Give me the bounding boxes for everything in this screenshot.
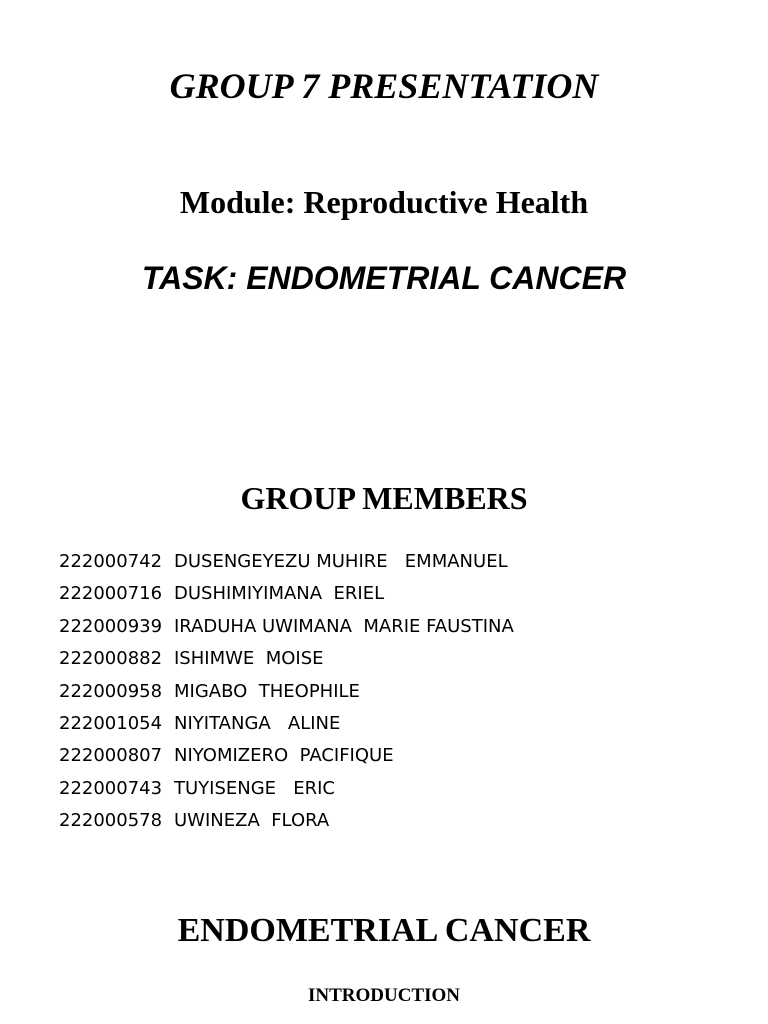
member-row [59,805,514,837]
member-id: 222000743 [59,777,163,799]
member-id: 222001054 [59,712,163,734]
member-name: UWINEZA FLORA [174,810,330,832]
module-heading: Module: Reproductive Health [179,184,589,220]
member-name: MIGABO THEOPHILE [174,680,360,702]
introduction-heading: INTRODUCTION [307,985,461,1006]
member-row [59,578,514,610]
group-members-list [59,546,514,838]
member-name: IRADUHA UWIMANA MARIE FAUSTINA [174,615,514,637]
member-name: TUYISENGE ERIC [174,777,335,799]
member-name: DUSHIMIYIMANA ERIEL [174,583,385,605]
member-id: 222000742 [59,551,163,572]
member-id: 222000716 [59,583,163,605]
member-id: 222000578 [59,810,163,832]
member-row [59,740,514,772]
member-row [59,546,514,578]
member-row [59,643,514,675]
member-name: NIYITANGA ALINE [174,712,341,734]
section-heading: ENDOMETRIAL CANCER [177,912,591,949]
member-row [59,611,514,643]
task-heading: TASK: ENDOMETRIAL CANCER [141,260,627,296]
group-members-heading: GROUP MEMBERS [240,480,528,516]
member-id: 222000807 [59,745,163,767]
member-row [59,708,514,740]
member-name: NIYOMIZERO PACIFIQUE [174,745,394,767]
member-row [59,773,514,805]
presentation-title: GROUP 7 PRESENTATION [169,66,599,106]
member-id: 222000939 [59,615,163,637]
member-name: ISHIMWE MOISE [174,648,324,670]
member-id: 222000958 [59,680,163,702]
member-id: 222000882 [59,648,163,670]
member-row [59,676,514,708]
member-name: DUSENGEYEZU MUHIRE EMMANUEL [174,551,508,572]
